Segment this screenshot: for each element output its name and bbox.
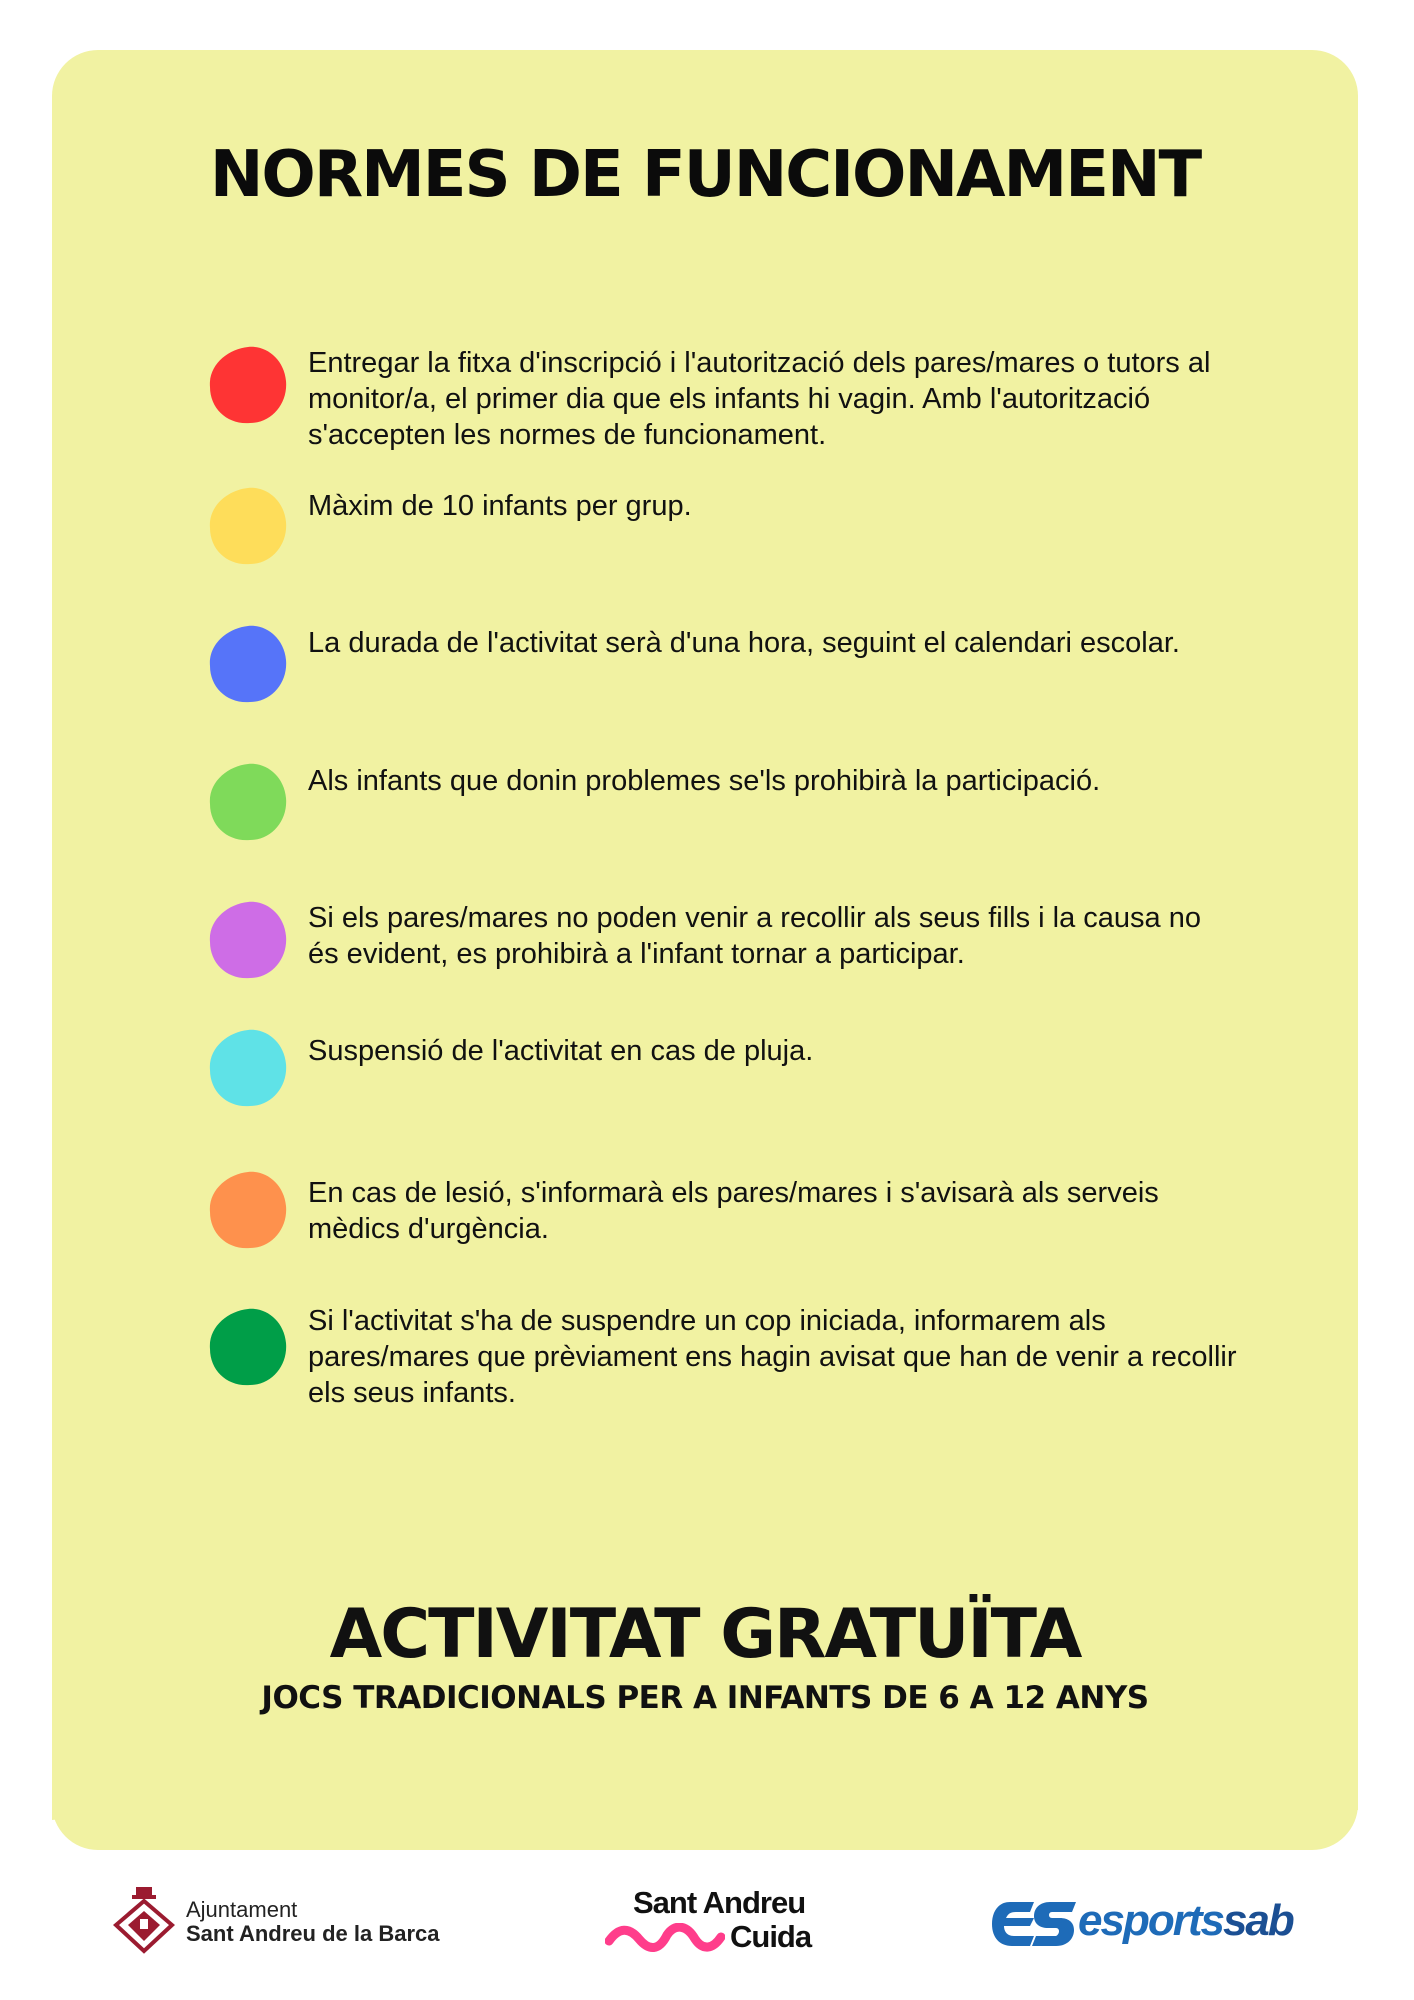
municipal-crest-icon: [112, 1885, 176, 1955]
wordmark-suffix: sab: [1222, 1896, 1293, 1945]
sant-andreu-cuida-logo: [605, 1885, 845, 1955]
color-blob-icon: [206, 622, 290, 706]
rule-text: Si l'activitat s'ha de suspendre un cop iniciada, informarem als pares/mares que prèviament ens hagin avisat que han de venir a recollir els seus infants.: [308, 1305, 1237, 1409]
panel-wave-edge: [52, 1790, 1358, 1870]
rule-text: La durada de l'activitat serà d'una hora, seguint el calendari escolar.: [308, 627, 1180, 659]
color-blob-icon: [206, 1168, 290, 1252]
town-name: Sant Andreu de la Barca: [186, 1921, 440, 1946]
sac-line1: Sant Andreu: [633, 1885, 806, 1920]
color-blob-icon: [206, 898, 290, 982]
color-blob-icon: [206, 343, 290, 427]
sac-line2: Cuida: [730, 1919, 812, 1954]
es-mark-icon: [990, 1894, 1080, 1954]
pink-wave-icon: [605, 1923, 725, 1953]
esportssab-wordmark: [1078, 1896, 1293, 1946]
color-blob-icon: [206, 760, 290, 844]
page-title: NORMES DE FUNCIONAMENT: [209, 138, 1201, 212]
rule-text: Si els pares/mares no poden venir a recollir als seus fills i la causa no és evident, es prohibirà a l'infant tornar a participar.: [308, 902, 1201, 970]
ajuntament-label: Ajuntament: [186, 1897, 298, 1922]
rule-text: Entregar la fitxa d'inscripció i l'autorització dels pares/mares o tutors al monitor/a, el primer dia que els infants hi vagin. Amb l'autorització s'accepten les normes de funcionament.: [308, 347, 1211, 451]
rule-text: Als infants que donin problemes se'ls prohibirà la participació.: [308, 765, 1101, 797]
rule-text: En cas de lesió, s'informarà els pares/mares i s'avisarà als serveis mèdics d'urgència.: [308, 1177, 1159, 1245]
rule-text: Màxim de 10 infants per grup.: [308, 490, 692, 522]
rule-text: Suspensió de l'activitat en cas de pluja.: [308, 1035, 814, 1067]
free-activity-heading: ACTIVITAT GRATUÏTA: [329, 1595, 1081, 1674]
ajuntament-logo: [112, 1885, 472, 1955]
wordmark-prefix: esports: [1078, 1896, 1223, 1945]
color-blob-icon: [206, 1305, 290, 1389]
color-blob-icon: [206, 484, 290, 568]
activity-subtitle: JOCS TRADICIONALS PER A INFANTS DE 6 A 12 ANYS: [261, 1680, 1149, 1716]
color-blob-icon: [206, 1026, 290, 1110]
esportssab-logo: [990, 1890, 1293, 1960]
